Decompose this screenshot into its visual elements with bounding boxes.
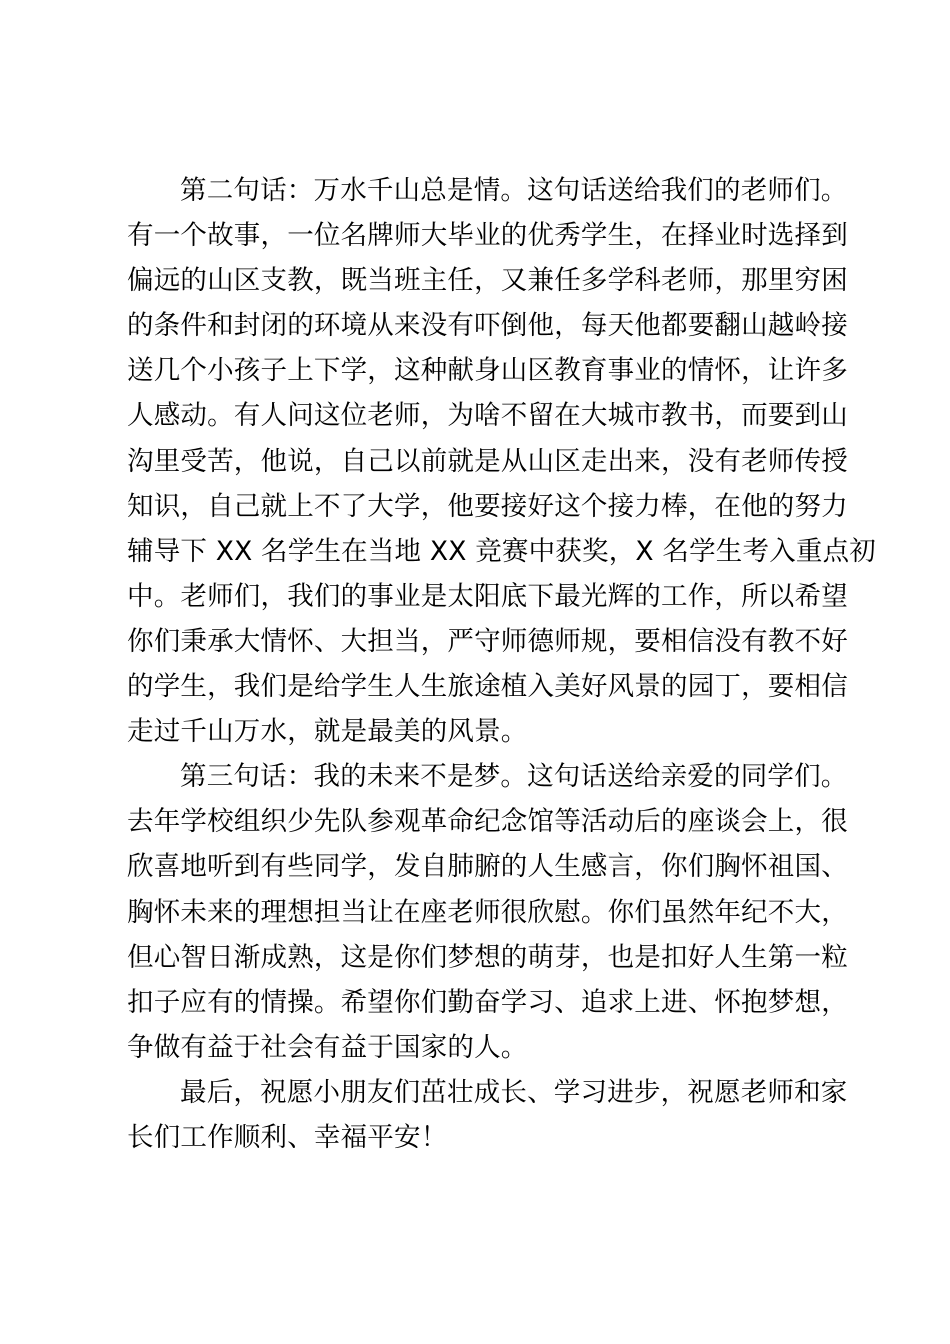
paragraph-line: 中。老师们，我们的事业是太阳底下最光辉的工作，所以希望 <box>127 580 848 612</box>
paragraph-line: 偏远的山区支教，既当班主任，又兼任多学科老师，那里穷困 <box>127 265 848 297</box>
paragraph-line: 第三句话：我的未来不是梦。这句话送给亲爱的同学们。 <box>180 761 848 793</box>
paragraph-line: 送几个小孩子上下学，这种献身山区教育事业的情怀，让许多 <box>127 355 848 387</box>
paragraph-line: 辅导下 XX 名学生在当地 XX 竞赛中获奖，X 名学生考入重点初 <box>127 535 876 567</box>
paragraph-students <box>127 754 848 1070</box>
paragraph-line: 有一个故事，一位名牌师大毕业的优秀学生，在择业时选择到 <box>127 220 848 252</box>
paragraph-line: 但心智日渐成熟，这是你们梦想的萌芽，也是扣好人生第一粒 <box>127 941 848 973</box>
paragraph-line: 你们秉承大情怀、大担当，严守师德师规，要相信没有教不好 <box>127 625 848 657</box>
paragraph-line: 的学生，我们是给学生人生旅途植入美好风景的园丁，要相信 <box>127 671 848 703</box>
paragraph-line: 去年学校组织少先队参观革命纪念馆等活动后的座谈会上，很 <box>127 806 848 838</box>
document-body <box>127 168 876 1160</box>
paragraph-line: 欣喜地听到有些同学，发自肺腑的人生感言，你们胸怀祖国、 <box>127 851 848 883</box>
paragraph-line: 长们工作顺利、幸福平安！ <box>127 1121 448 1153</box>
paragraph-line: 走过千山万水，就是最美的风景。 <box>127 716 528 748</box>
paragraph-teachers <box>127 168 876 754</box>
paragraph-line: 扣子应有的情操。希望你们勤奋学习、追求上进、怀抱梦想， <box>127 986 848 1018</box>
paragraph-closing <box>127 1070 848 1160</box>
paragraph-line: 胸怀未来的理想担当让在座老师很欣慰。你们虽然年纪不大， <box>127 896 848 928</box>
paragraph-line: 沟里受苦，他说，自己以前就是从山区走出来，没有老师传授 <box>127 445 848 477</box>
paragraph-line: 最后，祝愿小朋友们茁壮成长、学习进步，祝愿老师和家 <box>180 1076 848 1108</box>
paragraph-line: 知识，自己就上不了大学，他要接好这个接力棒，在他的努力 <box>127 490 848 522</box>
paragraph-line: 的条件和封闭的环境从来没有吓倒他，每天他都要翻山越岭接 <box>127 310 848 342</box>
paragraph-line: 争做有益于社会有益于国家的人。 <box>127 1031 528 1063</box>
paragraph-line: 第二句话：万水千山总是情。这句话送给我们的老师们。 <box>180 175 848 206</box>
paragraph-line: 人感动。有人问这位老师，为啥不留在大城市教书，而要到山 <box>127 400 848 432</box>
